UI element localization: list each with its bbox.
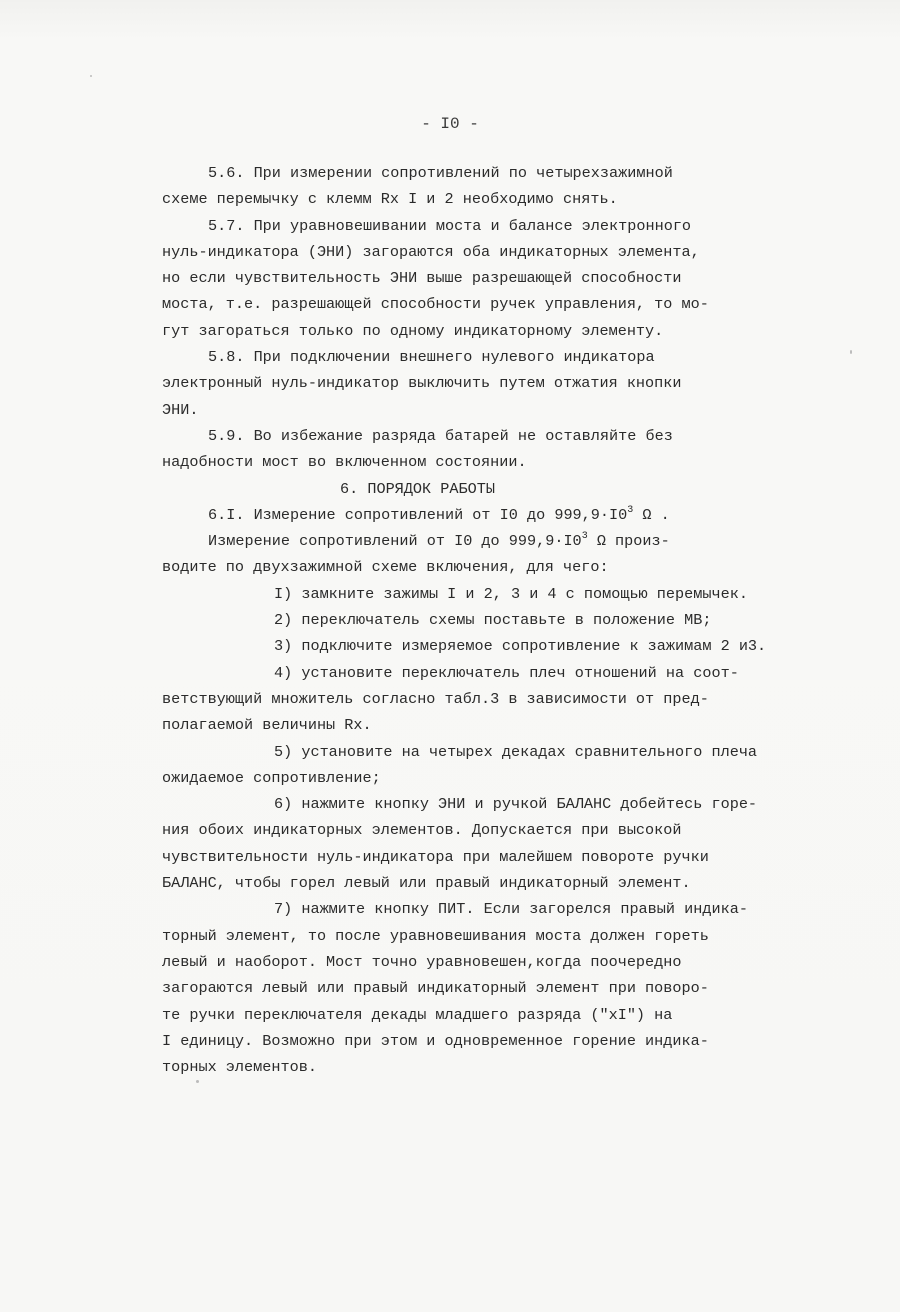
- line-text: моста, т.е. разрешающей способности ручек управления, то мо-: [162, 295, 709, 314]
- line-text: электронный нуль-индикатор выключить путем отжатия кнопки: [162, 374, 682, 393]
- text-line: [162, 896, 802, 922]
- text-line: [162, 1028, 802, 1054]
- text-line: [162, 397, 802, 423]
- line-text: 5) установите на четырех декадах сравнительного плеча: [274, 742, 758, 761]
- text-line: [162, 344, 802, 370]
- line-text: ния обоих индикаторных элементов. Допускается при высокой: [162, 821, 682, 840]
- text-line: [162, 186, 802, 212]
- line-text: схеме перемычку с клемм Rx I и 2 необходимо снять.: [162, 190, 618, 209]
- scan-speck: [90, 75, 92, 77]
- line-text: I единицу. Возможно при этом и одновременное горение индика-: [162, 1031, 709, 1050]
- text-line: [162, 1054, 802, 1080]
- text-line: [162, 1002, 802, 1028]
- text-line: [162, 712, 802, 738]
- line-text: 5.9. Во избежание разряда батарей не оставляйте без: [208, 426, 673, 445]
- text-line: [162, 318, 802, 344]
- superscript: 3: [581, 531, 588, 543]
- text-line: [162, 160, 802, 186]
- text-line: [162, 265, 802, 291]
- line-text: Измерение сопротивлений от I0 до 999,9·I0: [208, 532, 582, 551]
- line-text: ЭНИ.: [162, 400, 199, 419]
- line-text: те ручки переключателя декады младшего разряда ("xI") на: [162, 1005, 673, 1024]
- line-text: 5.6. При измерении сопротивлений по четырехзажимной: [208, 164, 673, 182]
- line-text: надобности мост во включенном состоянии.: [162, 453, 527, 472]
- line-text: чувствительности нуль-индикатора при малейшем повороте ручки: [162, 847, 709, 866]
- line-text-tail: Ω произ-: [587, 532, 670, 551]
- line-text: торных элементов.: [162, 1058, 317, 1077]
- document-body: [162, 160, 802, 1080]
- text-line: [162, 975, 802, 1001]
- text-line: [162, 581, 802, 607]
- line-text-tail: Ω .: [633, 505, 670, 524]
- line-text: 5.7. При уравновешивании моста и балансе электронного: [208, 216, 692, 235]
- line-text: торный элемент, то после уравновешивания моста должен гореть: [162, 926, 709, 945]
- scan-speck: [850, 350, 852, 354]
- line-text: I) замкните зажимы I и 2, 3 и 4 с помощью перемычек.: [274, 584, 748, 603]
- text-line: [162, 844, 802, 870]
- scan-speck: [196, 1080, 199, 1083]
- line-text: 4) установите переключатель плеч отношений на соот-: [274, 663, 739, 682]
- text-line: [162, 239, 802, 265]
- line-text: 2) переключатель схемы поставьте в положение МВ;: [274, 611, 712, 630]
- section-heading: [162, 476, 802, 502]
- text-line: [162, 739, 802, 765]
- line-text: 7) нажмите кнопку ПИТ. Если загорелся правый индика-: [274, 900, 748, 919]
- text-line: [162, 660, 802, 686]
- text-line: [162, 791, 802, 817]
- text-line: [162, 949, 802, 975]
- line-text: БАЛАНС, чтобы горел левый или правый индикаторный элемент.: [162, 874, 691, 893]
- line-text: 6. ПОРЯДОК РАБОТЫ: [340, 479, 495, 498]
- line-text: гут загораться только по одному индикаторному элементу.: [162, 321, 664, 340]
- text-line: [162, 528, 802, 554]
- text-line: [162, 213, 802, 239]
- line-text: водите по двухзажимной схеме включения, для чего:: [162, 558, 609, 577]
- text-line: [162, 291, 802, 317]
- line-text: нуль-индикатора (ЭНИ) загораются оба индикаторных элемента,: [162, 242, 700, 261]
- text-line: [162, 423, 802, 449]
- line-text: ветствующий множитель согласно табл.3 в зависимости от пред-: [162, 689, 709, 708]
- text-line: [162, 370, 802, 396]
- text-line: [162, 607, 802, 633]
- text-line: [162, 765, 802, 791]
- text-line: [162, 502, 802, 528]
- page-number: - I0 -: [421, 115, 479, 133]
- superscript: 3: [627, 504, 634, 516]
- text-line: [162, 817, 802, 843]
- line-text: 6) нажмите кнопку ЭНИ и ручкой БАЛАНС добейтесь горе-: [274, 795, 758, 814]
- line-text: 6.I. Измерение сопротивлений от I0 до 999,9·I0: [208, 505, 628, 524]
- line-text: левый и наоборот. Мост точно уравновешен,когда поочередно: [162, 952, 682, 971]
- line-text: загораются левый или правый индикаторный элемент при поворо-: [162, 979, 709, 998]
- line-text: 5.8. При подключении внешнего нулевого индикатора: [208, 348, 655, 367]
- line-text: ожидаемое сопротивление;: [162, 768, 381, 787]
- text-line: [162, 686, 802, 712]
- text-line: [162, 449, 802, 475]
- text-line: [162, 554, 802, 580]
- text-line: [162, 923, 802, 949]
- text-line: [162, 870, 802, 896]
- text-line: [162, 633, 802, 659]
- line-text: но если чувствительность ЭНИ выше разрешающей способности: [162, 269, 682, 288]
- line-text: 3) подключите измеряемое сопротивление к зажимам 2 и3.: [274, 637, 767, 656]
- line-text: полагаемой величины Rx.: [162, 716, 372, 735]
